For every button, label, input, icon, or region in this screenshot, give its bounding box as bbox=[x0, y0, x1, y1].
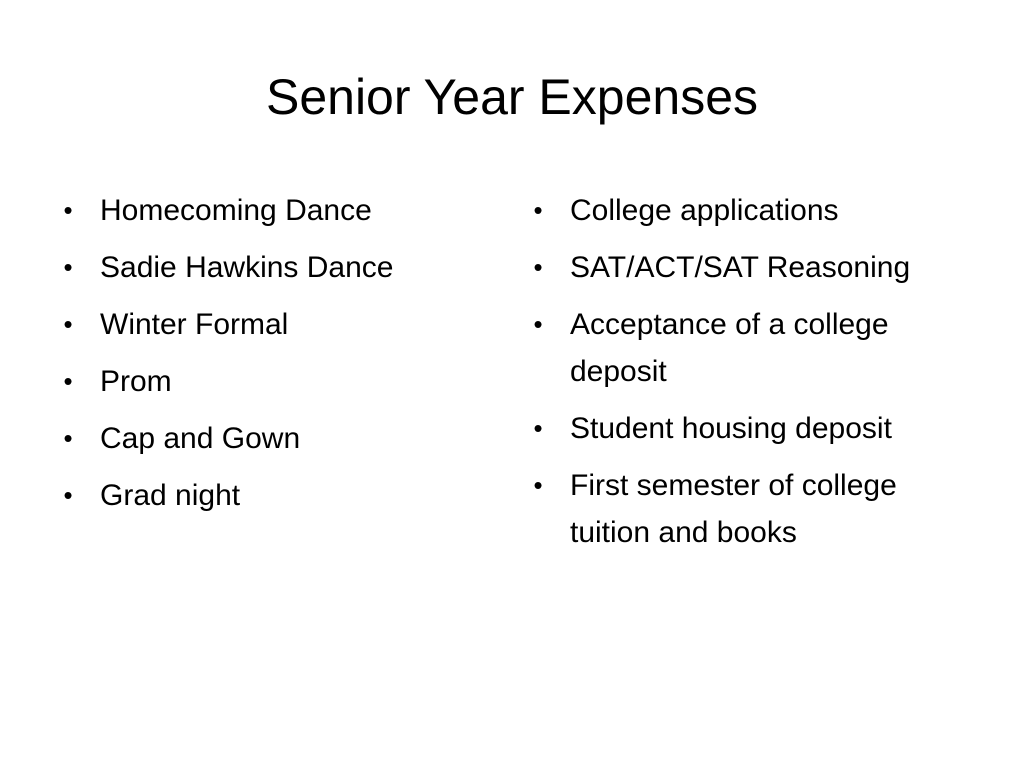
list-item-text: Grad night bbox=[100, 479, 241, 512]
bullet-icon: • bbox=[63, 252, 73, 282]
bullet-icon: • bbox=[533, 470, 543, 500]
list-item bbox=[58, 415, 478, 462]
bullet-icon: • bbox=[533, 252, 543, 282]
right-bullet-list bbox=[528, 187, 968, 566]
list-item-text: Acceptance of a college deposit bbox=[570, 308, 889, 388]
list-item-text: Sadie Hawkins Dance bbox=[100, 251, 394, 284]
list-item-text: Cap and Gown bbox=[100, 422, 301, 455]
left-bullet-list bbox=[58, 187, 478, 529]
bullet-icon: • bbox=[63, 480, 73, 510]
list-item bbox=[58, 472, 478, 519]
bullet-icon: • bbox=[533, 309, 543, 339]
list-item-text: Student housing deposit bbox=[570, 412, 892, 445]
bullet-icon: • bbox=[533, 413, 543, 443]
list-item bbox=[58, 301, 478, 348]
list-item-text: SAT/ACT/SAT Reasoning bbox=[570, 251, 911, 284]
bullet-icon: • bbox=[533, 195, 543, 225]
list-item bbox=[58, 244, 478, 291]
bullet-icon: • bbox=[63, 309, 73, 339]
list-item bbox=[528, 301, 968, 395]
list-item-text: College applications bbox=[570, 194, 839, 227]
bullet-icon: • bbox=[63, 195, 73, 225]
list-item bbox=[58, 358, 478, 405]
list-item bbox=[528, 462, 968, 556]
list-item bbox=[58, 187, 478, 234]
list-item-text: Winter Formal bbox=[100, 308, 289, 341]
list-item-text: First semester of college tuition and books bbox=[570, 469, 897, 549]
list-item bbox=[528, 187, 968, 234]
list-item bbox=[528, 244, 968, 291]
list-item-text: Prom bbox=[100, 365, 172, 398]
bullet-icon: • bbox=[63, 423, 73, 453]
list-item bbox=[528, 405, 968, 452]
slide-title: Senior Year Expenses bbox=[265, 69, 759, 125]
bullet-icon: • bbox=[63, 366, 73, 396]
list-item-text: Homecoming Dance bbox=[100, 194, 372, 227]
